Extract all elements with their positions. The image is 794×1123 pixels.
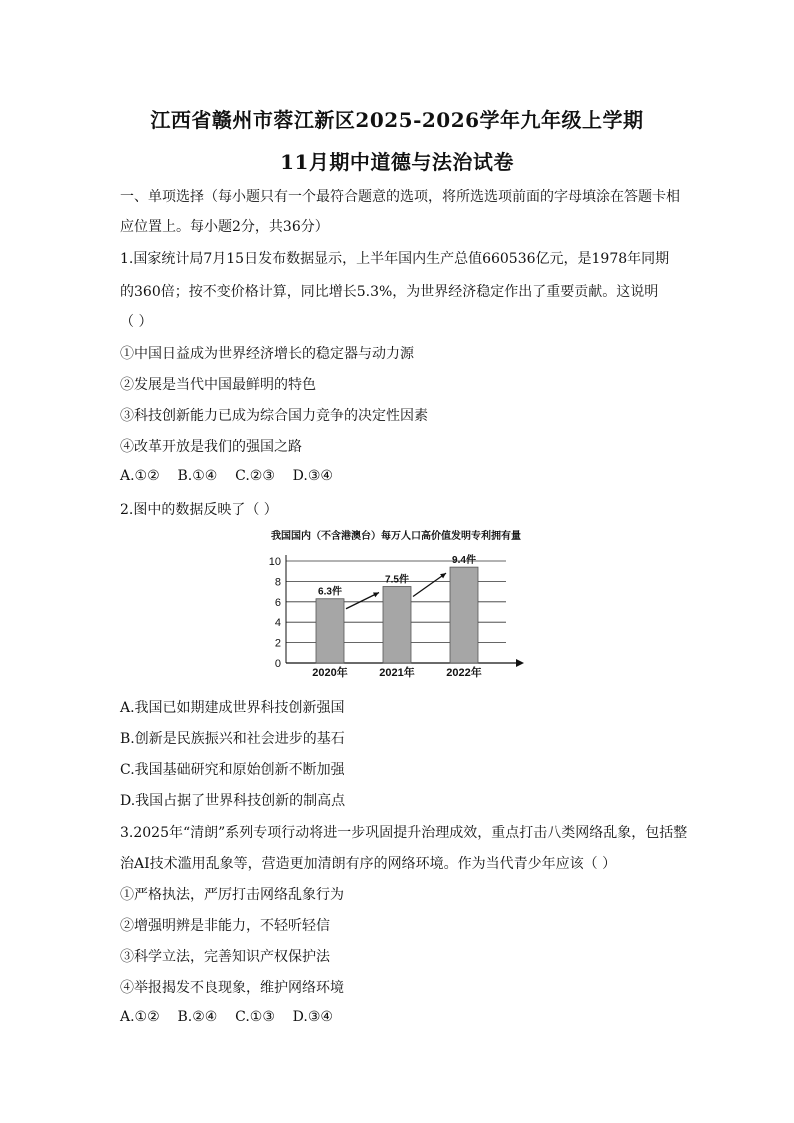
trend-arrow-line <box>413 573 446 596</box>
q2-stem: 2.图中的数据反映了（ ） <box>120 502 278 518</box>
q1-option-4: ④改革开放是我们的强国之路 <box>120 439 302 455</box>
q2-option-c: C.我国基础研究和原始创新不断加强 <box>120 762 345 778</box>
q1-option-3: ③科技创新能力已成为综合国力竞争的决定性因素 <box>120 408 428 424</box>
data-label-2022年: 9.4件 <box>452 555 476 567</box>
y-tick-label-6: 6 <box>274 596 281 609</box>
q1-option-1: ①中国日益成为世界经济增长的稳定器与动力源 <box>120 346 414 362</box>
q1-option-2: ②发展是当代中国最鲜明的特色 <box>120 377 316 393</box>
q3-stem-line2: 治AI技术滥用乱象等，营造更加清朗有序的网络环境。作为当代青少年应该（ ） <box>120 856 617 872</box>
q3-stem-line1: 3.2025年“清朗”系列专项行动将进一步巩固提升治理成效，重点打击八类网络乱象，包括整 <box>120 825 688 841</box>
x-axis-arrow <box>516 659 524 667</box>
y-tick-label-0: 0 <box>274 658 281 670</box>
y-tick-label-10: 10 <box>268 556 281 568</box>
q3-option-2: ②增强明辨是非能力，不轻听轻信 <box>120 918 330 934</box>
y-tick-label-2: 2 <box>274 637 281 650</box>
x-tick-label-2022年: 2022年 <box>446 667 482 679</box>
y-tick-label-8: 8 <box>274 576 281 589</box>
q3-option-1: ①严格执法，严厉打击网络乱象行为 <box>120 887 344 903</box>
bar-2020年 <box>316 599 344 663</box>
trend-arrow-head <box>440 573 446 578</box>
q3-option-4: ④举报揭发不良现象，维护网络环境 <box>120 980 344 996</box>
q2-option-b: B.创新是民族振兴和社会进步的基石 <box>120 731 345 747</box>
q1-stem-line1: 1.国家统计局7月15日发布数据显示，上半年国内生产总值660536亿元，是1978年同期 <box>120 251 670 267</box>
bar-2021年 <box>383 587 411 664</box>
q1-stem-line3: （ ） <box>120 314 153 330</box>
exam-title-line2: 11月期中道德与法治试卷 <box>280 150 514 174</box>
section-heading: 一、单项选择（每小题只有一个最符合题意的选项，将所选选项前面的字母填涂在答题卡相 <box>120 189 680 205</box>
q1-stem-line2: 的360倍；按不变价格计算，同比增长5.3%，为世界经济稳定作出了重要贡献。这说明 <box>120 284 659 300</box>
y-tick-label-4: 4 <box>274 617 281 630</box>
q2-option-d: D.我国占据了世界科技创新的制高点 <box>120 793 346 809</box>
bar-2022年 <box>450 567 478 663</box>
x-tick-label-2021年: 2021年 <box>379 667 415 679</box>
data-label-2021年: 7.5件 <box>385 574 409 586</box>
trend-arrow-line <box>346 593 379 609</box>
chart-svg <box>246 525 546 685</box>
q3-answer-choices: A.①② B.②④ C.①③ D.③④ <box>120 1009 333 1025</box>
q3-option-3: ③科学立法，完善知识产权保护法 <box>120 949 330 965</box>
chart-title: 我国国内（不含港澳台）每万人口高价值发明专利拥有量 <box>271 531 521 542</box>
section-heading-cont: 应位置上。每小题2分，共36分） <box>120 219 329 235</box>
q2-option-a: A.我国已如期建成世界科技创新强国 <box>120 700 345 716</box>
exam-title-line1: 江西省赣州市蓉江新区2025-2026学年九年级上学期 <box>150 108 644 132</box>
data-label-2020年: 6.3件 <box>318 586 342 598</box>
patent-bar-chart <box>246 525 546 685</box>
x-tick-label-2020年: 2020年 <box>312 667 348 679</box>
q1-answer-choices: A.①② B.①④ C.②③ D.③④ <box>120 468 333 484</box>
